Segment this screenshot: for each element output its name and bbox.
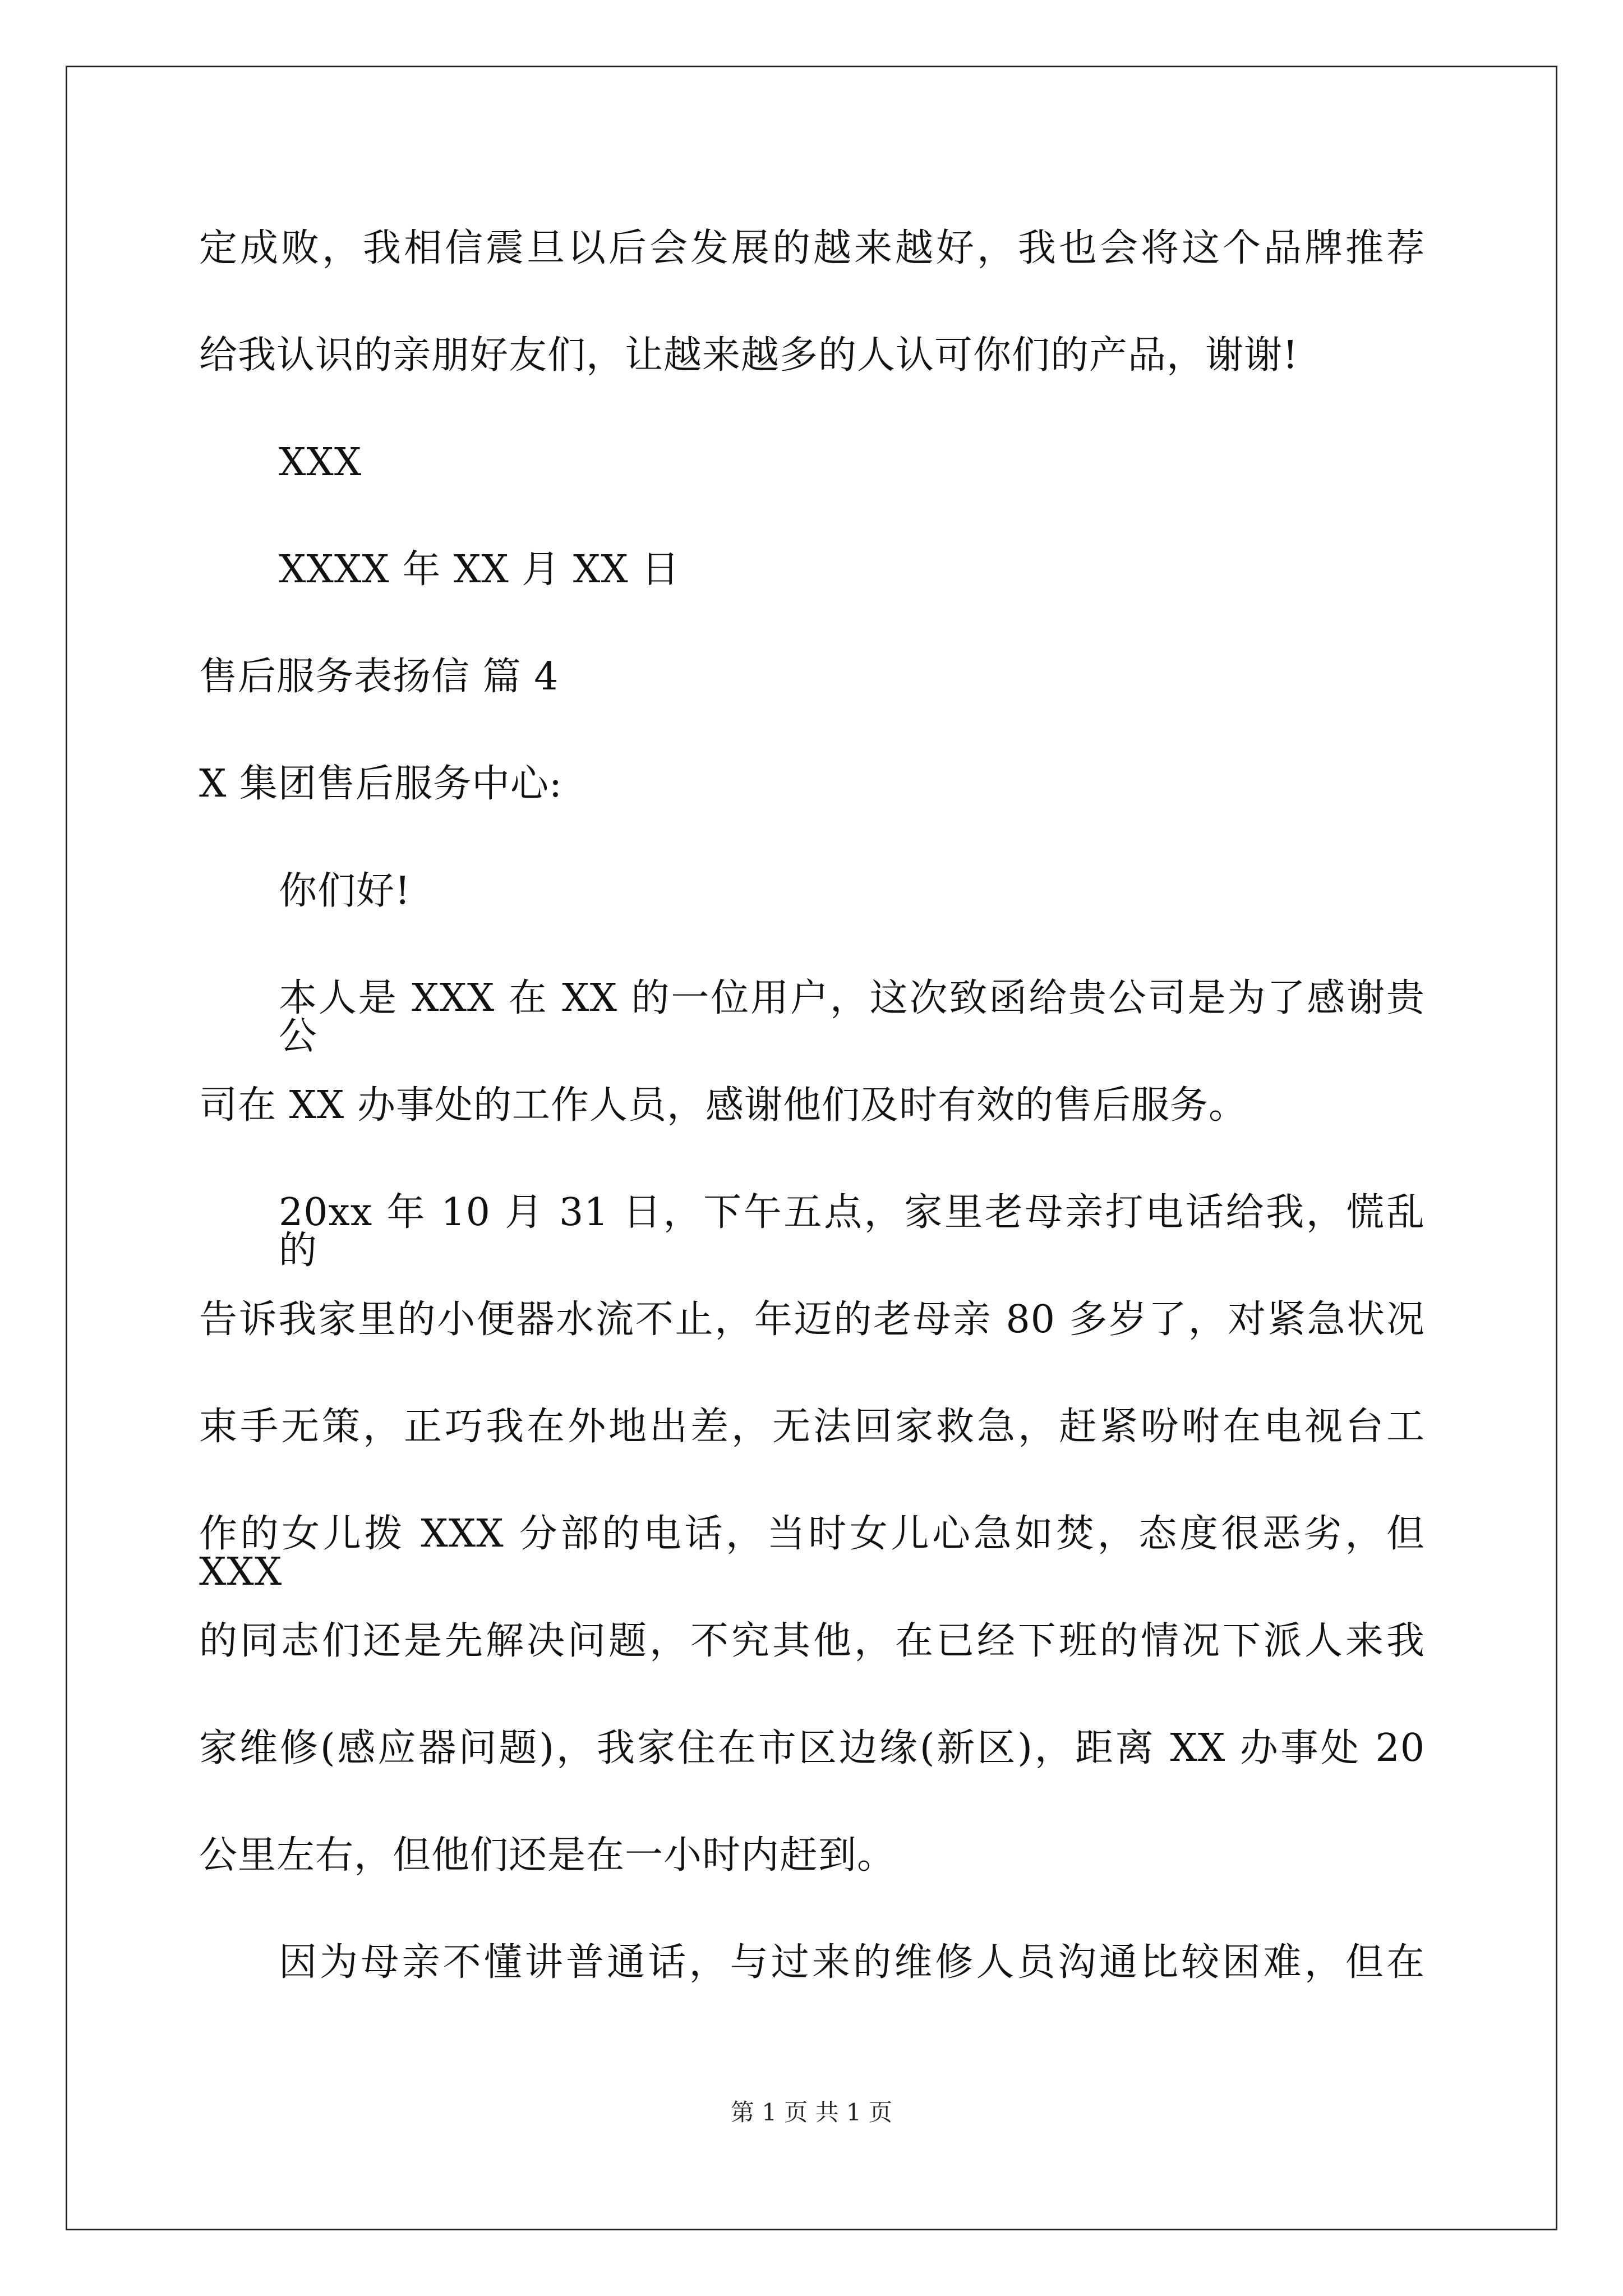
letter-recipient: X 集团售后服务中心:: [199, 762, 562, 806]
signature-date: XXXX 年 XX 月 XX 日: [279, 547, 680, 592]
paragraph-line: 因为母亲不懂讲普通话，与过来的维修人员沟通比较困难，但在: [279, 1940, 1425, 1985]
paragraph-line: 公里左右，但他们还是在一小时内赶到。: [199, 1833, 896, 1878]
paragraph-line: 的同志们还是先解决问题，不究其他，在已经下班的情况下派人来我: [199, 1619, 1425, 1663]
paragraph-line: 家维修(感应器问题)，我家住在市区边缘(新区)，距离 XX 办事处 20: [199, 1726, 1425, 1770]
paragraph-line: 司在 XX 办事处的工作人员，感谢他们及时有效的售后服务。: [199, 1083, 1248, 1128]
paragraph-line: 作的女儿拨 XXX 分部的电话，当时女儿心急如焚，态度很恶劣，但 XXX: [199, 1512, 1425, 1594]
paragraph-line: 给我认识的亲朋好友们，让越来越多的人认可你们的产品，谢谢!: [199, 333, 1299, 378]
paragraph-line: 定成败，我相信震旦以后会发展的越来越好，我也会将这个品牌推荐: [199, 226, 1425, 270]
paragraph-line: 告诉我家里的小便器水流不止，年迈的老母亲 80 多岁了，对紧急状况: [199, 1297, 1425, 1342]
section-heading: 售后服务表扬信 篇 4: [199, 655, 559, 699]
paragraph-line: 20xx 年 10 月 31 日，下午五点，家里老母亲打电话给我，慌乱的: [279, 1190, 1425, 1273]
page-footer: 第 1 页 共 1 页: [730, 2099, 893, 2126]
paragraph-line: 本人是 XXX 在 XX 的一位用户，这次致函给贵公司是为了感谢贵公: [279, 976, 1425, 1059]
letter-greeting: 你们好!: [279, 869, 411, 913]
signature-name: XXX: [279, 440, 362, 485]
paragraph-line: 束手无策，正巧我在外地出差，无法回家救急，赶紧吩咐在电视台工: [199, 1405, 1425, 1449]
page-border: [66, 66, 1557, 2230]
